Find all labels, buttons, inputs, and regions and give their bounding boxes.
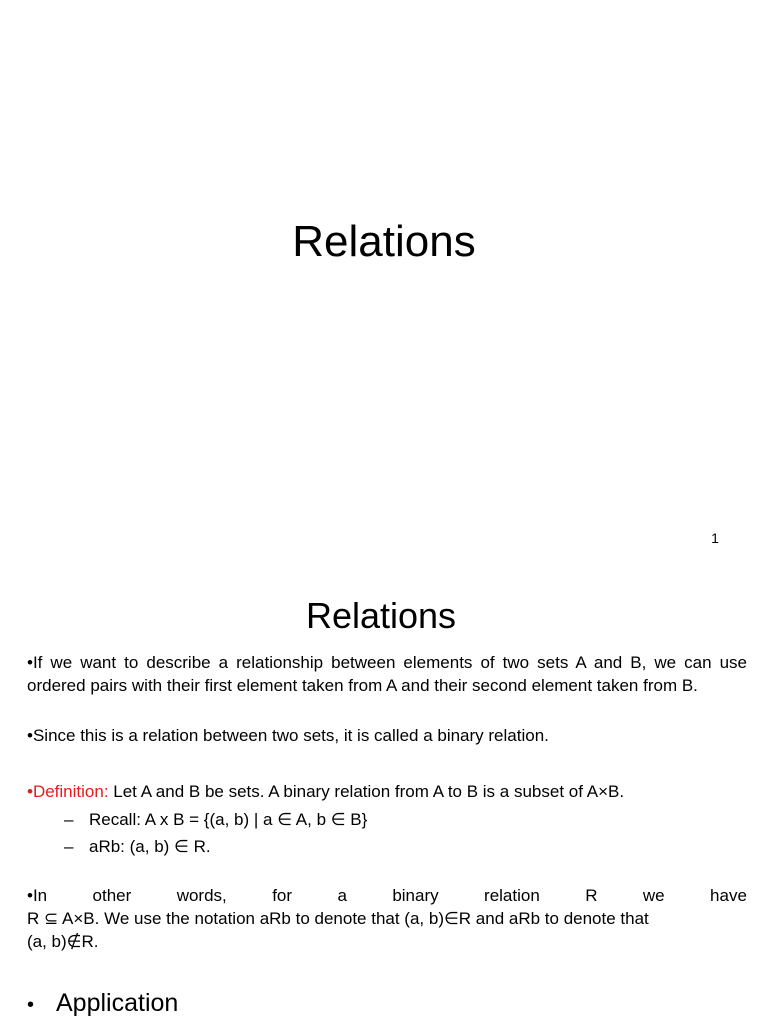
- arb-item: [64, 835, 744, 858]
- paragraph-ordered-pairs: •If we want to describe a relationship between elements of two sets A and B, we can use ordered pairs with their first element taken from A and their second element taken from B.: [27, 653, 747, 695]
- paragraph-binary-relation: •Since this is a relation between two sets, it is called a binary relation.: [27, 726, 549, 745]
- definition-label: •Definition:: [27, 782, 109, 801]
- paragraph-line-2: R ⊆ A×B. We use the notation aRb to denote that (a, b)∈R and aRb to denote that: [27, 909, 649, 928]
- application-item: [27, 988, 178, 1020]
- word: have: [710, 886, 747, 905]
- word: words,: [176, 886, 227, 905]
- paragraph-line-1: [27, 884, 747, 907]
- word: other: [92, 886, 132, 905]
- slide-title: Relations: [305, 595, 457, 636]
- definition-paragraph: [27, 780, 747, 803]
- recall-text: Recall: A x B = {(a, b) | a ∈ A, b ∈ B}: [89, 810, 368, 829]
- page-number: 1: [711, 530, 719, 546]
- word: for: [272, 886, 293, 905]
- dash-bullet: –: [64, 837, 74, 856]
- dash-bullet: –: [64, 810, 74, 829]
- word: a: [337, 886, 347, 905]
- paragraph-in-other-words: [27, 884, 747, 953]
- word: binary: [392, 886, 439, 905]
- slide-title: Relations: [292, 217, 476, 266]
- word: relation: [484, 886, 540, 905]
- slide-2: [0, 560, 768, 1024]
- bullet-icon: •: [27, 994, 35, 1016]
- paragraph-line-3: (a, b)∉R.: [27, 932, 99, 951]
- definition-text: Let A and B be sets. A binary relation from A to B is a subset of A×B.: [108, 782, 625, 801]
- recall-item: [64, 808, 744, 831]
- word: •In: [27, 886, 48, 905]
- arb-text: aRb: (a, b) ∈ R.: [89, 837, 211, 856]
- word: R: [585, 886, 598, 905]
- word: we: [642, 886, 665, 905]
- application-label: Application: [56, 989, 179, 1017]
